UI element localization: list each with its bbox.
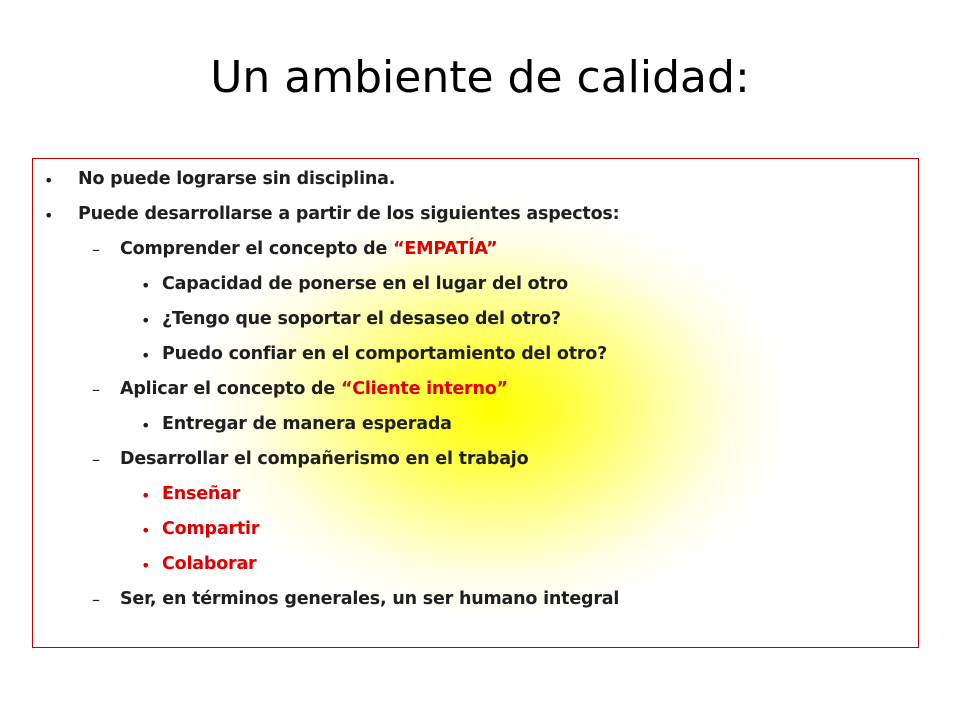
bullet-marker: • [141,346,151,365]
detail-item: ¿Tengo que soportar el desaseo del otro? [162,309,561,329]
detail-item-compartir: Compartir [162,519,260,539]
bullet-marker: • [44,206,54,225]
detail-item: Entregar de manera esperada [162,414,452,434]
detail-item-ensenar: Enseñar [162,484,241,504]
bullet-marker: • [141,276,151,295]
detail-item-colaborar: Colaborar [162,554,257,574]
bullet-marker: • [141,486,151,505]
bullet-marker: • [141,416,151,435]
detail-item: Capacidad de ponerse en el lugar del otro [162,274,568,294]
sub-item-prefix: Comprender el concepto de [120,239,394,259]
dash-marker: – [92,450,100,469]
sub-item [120,379,508,399]
dash-marker: – [92,590,100,609]
sub-item [120,239,497,259]
content-box [32,158,919,648]
sub-item: Ser, en términos generales, un ser humano integral [120,589,620,609]
cliente-interno-highlight: “Cliente interno” [340,379,508,399]
bullet-marker: • [44,171,54,190]
bullet-item: No puede lograrse sin disciplina. [78,169,396,189]
bullet-marker: • [141,311,151,330]
bullet-marker: • [141,521,151,540]
dash-marker: – [92,240,100,259]
empatia-highlight: “EMPATÍA” [393,239,498,259]
sub-item: Desarrollar el compañerismo en el trabajo [120,449,529,469]
bullet-item: Puede desarrollarse a partir de los siguientes aspectos: [78,204,620,224]
sub-item-prefix: Aplicar el concepto de [120,379,341,399]
slide-title: Un ambiente de calidad: [210,52,750,103]
detail-item: Puedo confiar en el comportamiento del otro? [162,344,608,364]
bullet-marker: • [141,556,151,575]
dash-marker: – [92,380,100,399]
